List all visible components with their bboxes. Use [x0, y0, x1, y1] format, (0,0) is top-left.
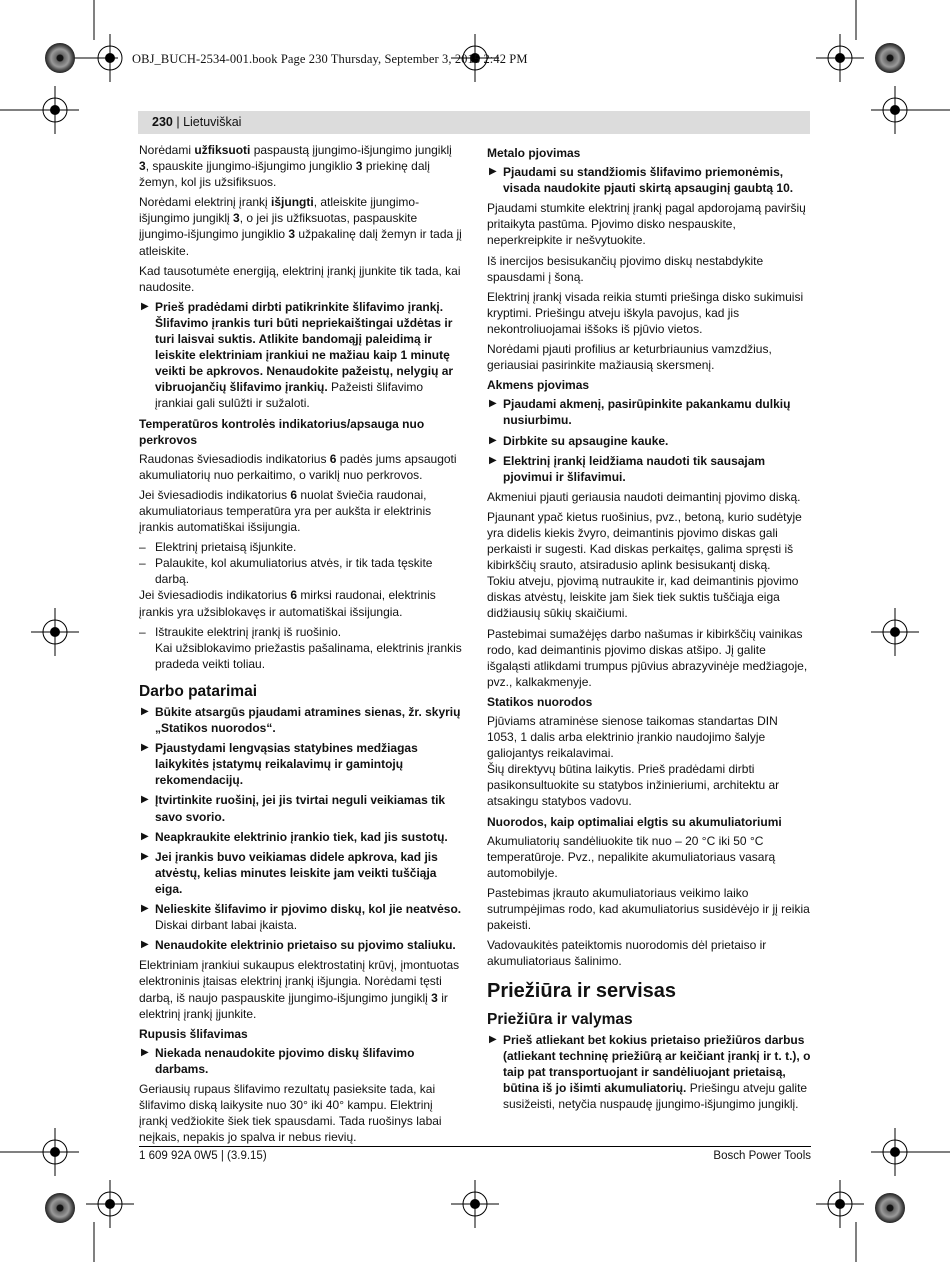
paragraph: Pjaudami stumkite elektrinį įrankį pagal apdorojamą paviršių pritaikyta pastūma. Pjovimo disko nespauskite, neperkreipkite ir nešvytuokite. [487, 201, 806, 248]
warning-bullet [139, 792, 463, 824]
section-heading: Priežiūra ir valymas [487, 1010, 633, 1028]
paragraph: Pastebimai sumažėjęs darbo našumas ir kibirkščių vainikas rodo, kad deimantinis pjovimo diskas atšipo. Jį galite išgaląsti atlikdami trumpus pjūvius abrazyvinėje medžiagoje, pvz., kalkakmenyje. [487, 626, 808, 689]
paragraph: Jei šviesadiodis indikatorius 6 mirksi raudonai, elektrinis įrankis yra užsiblokavęs ir automatiškai išsijungia. [139, 588, 436, 619]
paragraph: Pjaunant ypač kietus ruošinius, pvz., betoną, kurio sudėtyje yra didelis kiekis žvyro, deimantinis pjovimo diskas gali perkaisti ir sugesti. Kad diskas perkaitęs, galima spręsti iš kibirkščių srauto, atsiradusio aplink besisukantį diską. Tokiu atveju, pjovimą nutraukite ir, kad deimantinis pjovimo diskas atvėstų, leiskite jam šiek tiek suktis tuščiąja eiga didžiausių sūkių skaičiumi. [487, 509, 802, 621]
paragraph: Kad tausotumėte energiją, elektrinį įrankį įjunkite tik tada, kai naudosite. [139, 263, 461, 294]
warning-bullet [139, 937, 463, 953]
paragraph: Akumuliatorių sandėliuokite tik nuo – 20 °C iki 50 °C temperatūroje. Pvz., nepalikite akumuliatoriaus vasarą automobilyje. [487, 833, 776, 880]
warning-bullet [139, 829, 463, 845]
paragraph: Norėdami užfiksuoti paspaustą įjungimo-išjungimo jungiklį 3, spauskite įjungimo-išjungimo jungiklio 3 priekinę dalį žemyn, kol jis užsifiksuos. [139, 143, 452, 190]
bullet-bold-text: Niekada nenaudokite pjovimo diskų šlifavimo darbams. [155, 1045, 415, 1076]
bullet-normal-text: Pažeisti šlifavimo įrankiai gali sulūžti ir sužaloti. [155, 380, 424, 411]
warning-bullet [139, 901, 463, 933]
bullet-normal-text: Diskai dirbant labai įkaista. [155, 918, 298, 933]
dash-item-text: Palaukite, kol akumuliatorius atvės, ir tik tada tęskite darbą. [155, 556, 433, 587]
header-separator: | [172, 115, 184, 129]
paragraph: Pjūviams atraminėse sienose taikomas standartas DIN 1053, 1 dalis arba elektrinio įrankio naudojimo šalyje galiojantys reikalavimai. Šių direktyvų būtina laikytis. Prieš pradėdami dirbti pasikonsultuokite su statybos inžinieriumi, architektu ar atsakingu statybos vadovu. [487, 714, 780, 809]
bullet-bold-text: Įtvirtinkite ruošinį, jei jis tvirtai neguli veikiamas tik savo svorio. [155, 793, 446, 824]
triangle-bullet-icon: ▶ [141, 903, 149, 915]
subheading: Nuorodos, kaip optimaliai elgtis su akumuliatoriumi [487, 814, 782, 829]
footer-rule [139, 1146, 811, 1147]
footer-brand: Bosch Power Tools [713, 1150, 811, 1162]
paragraph: Jei šviesadiodis indikatorius 6 nuolat šviečia raudonai, akumuliatoriaus temperatūra yra per aukšta ir elektrinis įrankis automatiškai išsijungia. [139, 487, 432, 535]
bullet-normal-text: Priešingu atveju galite susižeisti, netyčia nuspaudę įjungimo-išjungimo jungiklį. [503, 1080, 808, 1111]
bullet-bold-text: Pjaudami akmenį, pasirūpinkite pakankamu dulkių nusiurbimu. [503, 397, 791, 428]
bullet-bold-text: Prieš atliekant bet kokius prietaiso priežiūros darbus (atliekant techninę priežiūrą ar keičiant įrankį ir t. t.), o taip pat transportuojant ir sandėliuojant prietaisą, būtina iš jo išimti akumuliatorių. [503, 1032, 811, 1095]
subheading: Temperatūros kontrolės indikatorius/apsauga nuo perkrovos [139, 416, 425, 447]
paragraph: Geriausių rupaus šlifavimo rezultatų pasieksite tada, kai šlifavimo diską laikysite nuo 30° iki 40° kampu. Elektrinį įrankį vedžiokite šiek tiek spausdami. Tada ruošinys labai neįkais, nepakis jo spalva ir nebus rievių. [139, 1081, 442, 1145]
triangle-bullet-icon: ▶ [141, 1046, 149, 1058]
paragraph: Norėdami elektrinį įrankį išjungti, atleiskite įjungimo-išjungimo jungiklį 3, o jei jis užfiksuotas, paspauskite įjungimo-išjungimo jungiklio 3 užpakalinę dalį žemyn ir tada jį atleiskite. [139, 195, 462, 258]
dash-marker: – [139, 540, 146, 555]
dash-marker: – [139, 624, 146, 639]
bullet-bold-text: Nelieskite šlifavimo ir pjovimo diskų, kol jie neatvėso. [155, 902, 462, 917]
dash-item-text: Elektrinį prietaisą išjunkite. [155, 540, 297, 555]
bullet-bold-text: Neapkraukite elektrinio įrankio tiek, kad jis sustotų. [155, 829, 448, 844]
paragraph: Raudonas šviesadiodis indikatorius 6 padės jums apsaugoti akumuliatorių nuo perkaitimo, o variklį nuo perkrovos. [139, 451, 457, 482]
paragraph: Vadovaukitės pateiktomis nuorodomis dėl prietaiso ir akumuliatoriaus šalinimo. [487, 938, 767, 969]
warning-bullet [487, 164, 811, 196]
triangle-bullet-icon: ▶ [141, 706, 149, 717]
right-column [487, 142, 811, 1116]
warning-bullet [487, 1032, 811, 1112]
dash-item-text: Ištraukite elektrinį įrankį iš ruošinio. [155, 624, 342, 639]
book-info-line: OBJ_BUCH-2534-001.book Page 230 Thursday, September 3, 2015 2:42 PM [132, 52, 528, 66]
paragraph: Elektrinį įrankį visada reikia stumti priešinga disko sukimuisi kryptimi. Priešingu atveju iškyla pavojus, kad jis nekontroliuojamai iššoks iš pjūvio vietos. [487, 289, 804, 336]
color-wheel-mark-br [875, 1193, 905, 1223]
paragraph: Pastebimas įkrauto akumuliatoriaus veikimo laiko sutrumpėjimas rodo, kad akumuliatorius susidėvėjo ir jį reikia pakeisti. [487, 885, 810, 933]
color-wheel-mark-tr [875, 43, 905, 73]
page-header [152, 115, 241, 129]
paragraph: Akmeniui pjauti geriausia naudoti deimantinį pjovimo diską. [487, 489, 801, 504]
triangle-bullet-icon: ▶ [489, 454, 497, 466]
bullet-bold-text: Elektrinį įrankį leidžiama naudoti tik sausajam pjovimui ir šlifavimui. [503, 453, 766, 484]
subheading: Rupusis šlifavimas [139, 1026, 248, 1041]
subheading: Metalo pjovimas [487, 146, 581, 160]
bullet-bold-text: Būkite atsargūs pjaudami atramines sienas, žr. skyrių „Statikos nuorodos“. [155, 705, 461, 736]
triangle-bullet-icon: ▶ [141, 742, 149, 754]
bullet-bold-text: Pjaudami su standžiomis šlifavimo priemonėmis, visada naudokite pjauti skirtą apsauginį gaubtą 10. [503, 165, 794, 196]
header-language: Lietuviškai [183, 115, 242, 129]
dash-list-item [139, 539, 463, 555]
triangle-bullet-icon: ▶ [141, 830, 149, 842]
bullet-bold-text: Nenaudokite elektrinio prietaiso su pjovimo staliuku. [155, 938, 456, 953]
warning-bullet [139, 740, 463, 788]
page-number: 230 [152, 115, 173, 129]
triangle-bullet-icon: ▶ [489, 398, 497, 410]
warning-bullet [139, 849, 463, 897]
color-wheel-mark-bl [45, 1193, 75, 1223]
triangle-bullet-icon: ▶ [141, 939, 149, 951]
footer-doc-number: 1 609 92A 0W5 | (3.9.15) [139, 1150, 267, 1162]
dash-marker: – [139, 556, 146, 571]
triangle-bullet-icon: ▶ [141, 300, 149, 312]
bullet-bold-text: Jei įrankis buvo veikiamas didele apkrova, kad jis atvėstų, kelias minutes leiskite jam veikti tuščiąja eiga. [155, 849, 438, 896]
triangle-bullet-icon: ▶ [489, 434, 497, 446]
subheading: Statikos nuorodos [487, 694, 593, 709]
left-column [139, 142, 463, 1149]
dash-list-item [139, 555, 463, 587]
warning-bullet [139, 704, 463, 736]
dash-list-item [139, 624, 463, 640]
chapter-heading: Priežiūra ir servisas [487, 980, 677, 1003]
warning-bullet [487, 453, 811, 485]
warning-bullet [139, 299, 463, 412]
warning-bullet [139, 1045, 463, 1077]
warning-bullet [487, 396, 811, 428]
color-wheel-mark-tl [45, 43, 75, 73]
bullet-bold-text: Dirbkite su apsaugine kauke. [503, 433, 669, 448]
triangle-bullet-icon: ▶ [489, 1033, 497, 1045]
paragraph: Norėdami pjauti profilius ar keturbriaunius vamzdžius, geriausiai pasirinkite mažiausią skersmenį. [487, 342, 772, 373]
bullet-bold-text: Pjaustydami lengvąsias statybines medžiagas laikykitės įstatymų reikalavimų ir gamintojų rekomendacijų. [155, 741, 418, 788]
triangle-bullet-icon: ▶ [489, 166, 497, 178]
paragraph: Iš inercijos besisukančių pjovimo diskų nestabdykite spausdami į šoną. [487, 253, 764, 284]
indented-note: Kai užsiblokavimo priežastis pašalinama, elektrinis įrankis pradeda veikti toliau. [155, 640, 462, 671]
triangle-bullet-icon: ▶ [141, 850, 149, 862]
subheading: Akmens pjovimas [487, 378, 590, 393]
triangle-bullet-icon: ▶ [141, 794, 149, 806]
warning-bullet [487, 433, 811, 449]
paragraph: Elektriniam įrankiui sukaupus elektrostatinį krūvį, įmontuotas elektroninis įtaisas elektrinį įrankį išjungia. Norėdami tęsti darbą, iš naujo paspauskite įjungimo-išjungimo jungiklį 3 ir elektrinį įrankį įjunkite. [139, 958, 460, 1021]
bullet-bold-text: Prieš pradėdami dirbti patikrinkite šlifavimo įrankį. Šlifavimo įrankis turi būti nepriekaištingai uždėtas ir turi laisvai suktis. Atlikite bandomąjį paleidimą ir leiskite elektriniam įrankiui ne mažiau kaip 1 minutę veikti be apkrovos. Nenaudokite pažeistų, nelygių ar vibruojančių šlifavimo įrankių. [155, 299, 454, 395]
section-heading: Darbo patarimai [139, 682, 258, 700]
